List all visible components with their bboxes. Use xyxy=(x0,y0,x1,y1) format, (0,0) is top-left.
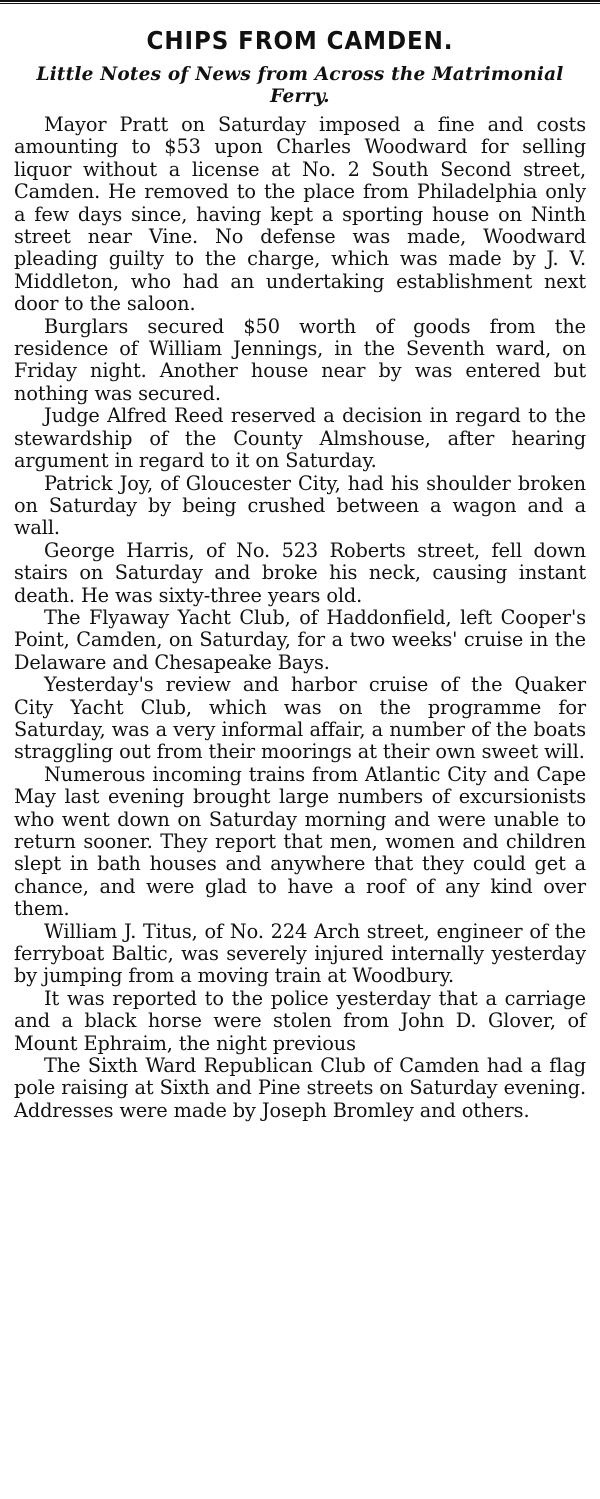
news-item: Yesterday's review and harbor cruise of the Quaker City Yacht Club, which was on the programme for Saturday, was a very informal affair, a number of the boats straggling out from their moorings at their own sweet will. xyxy=(14,673,586,764)
news-item: The Sixth Ward Republican Club of Camden had a flag pole raising at Sixth and Pine streets on Saturday evening. Addresses were made by Joseph Bromley and others. xyxy=(14,1054,586,1122)
news-item: Patrick Joy, of Gloucester City, had his shoulder broken on Saturday by being crushed between a wagon and a wall. xyxy=(14,471,586,540)
news-items xyxy=(14,114,586,1122)
news-item: The Flyaway Yacht Club, of Haddonfield, left Cooper's Point, Camden, on Saturday, for a two weeks' cruise in the Delaware and Chesapeake Bays. xyxy=(14,605,586,674)
news-item: Judge Alfred Reed reserved a decision in regard to the stewardship of the County Almshouse, after hearing argument in regard to it on Saturday. xyxy=(14,404,586,473)
subheadline: Little Notes of News from Across the Matrimonial Ferry. xyxy=(36,64,564,107)
news-item: William J. Titus, of No. 224 Arch street, engineer of the ferryboat Baltic, was severely injured internally yesterday by jumping from a moving train at Woodbury. xyxy=(14,919,586,988)
news-item: George Harris, of No. 523 Roberts street, fell down stairs on Saturday and broke his neck, causing instant death. He was sixty-three years old. xyxy=(14,538,586,607)
headline: CHIPS FROM CAMDEN. xyxy=(146,26,454,55)
news-item: It was reported to the police yesterday that a carriage and a black horse were stolen from John D. Glover, of Mount Ephraim, the night previous xyxy=(14,986,586,1055)
news-item: Burglars secured $50 worth of goods from the residence of William Jennings, in the Seventh ward, on Friday night. Another house near by was entered but nothing was secured. xyxy=(14,314,586,405)
news-item: Numerous incoming trains from Atlantic City and Cape May last evening brought large numbers of excursionists who went down on Saturday morning and were unable to return sooner. They report that men, women and children slept in bath houses and anywhere that they could get a chance, and were glad to have a roof of any kind over them. xyxy=(14,762,586,921)
news-item: Mayor Pratt on Saturday imposed a fine and costs amounting to $53 upon Charles Woodward for selling liquor without a license at No. 2 South Second street, Camden. He removed to the place from Philadelphia only a few days since, having kept a sporting house on Ninth street near Vine. No defense was made, Woodward pleading guilty to the charge, which was made by J. V. Middleton, who had an undertaking establishment next door to the saloon. xyxy=(14,113,586,316)
